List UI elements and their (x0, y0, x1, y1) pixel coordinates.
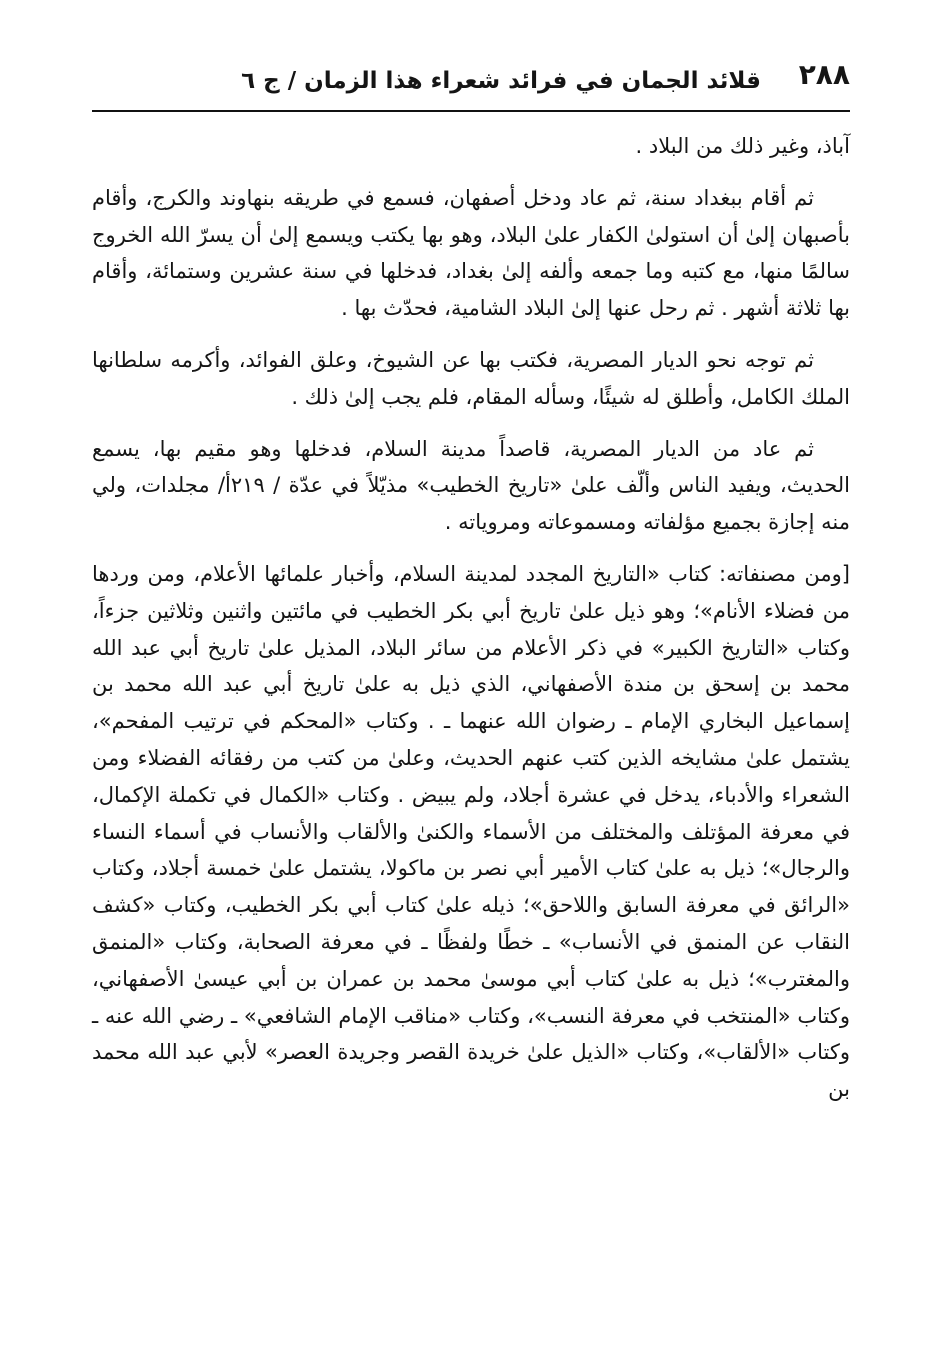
paragraph-egypt: ثم توجه نحو الديار المصرية، فكتب بها عن الشيوخ، وعلق الفوائد، وأكرمه سلطانها الملك الكامل، وأطلق له شيئًا، وسأله المقام، فلم يجب إلىٰ ذلك . (92, 347, 850, 409)
page-number: ٢٨٨ (798, 58, 850, 91)
page-header (92, 52, 850, 106)
paragraph-baghdad-isfahan: ثم أقام ببغداد سنة، ثم عاد ودخل أصفهان، فسمع في طريقه بنهاوند والكرج، وأقام بأصبهان إلىٰ أن استولىٰ الكفار علىٰ البلاد، وهو بها يكتب ويسمع إلىٰ أن يسرّ الله الخروج سالمًا منها، مع كتبه وما جمعه وألفه إلىٰ بغداد، فدخلها في سنة عشرين وستمائة، وأقام بها ثلاثة أشهر . ثم رحل عنها إلىٰ البلاد الشامية، فحدّث بها . (92, 185, 850, 321)
paragraph-return: ثم عاد من الديار المصرية، قاصداً مدينة السلام، فدخلها وهو مقيم بها، يسمع الحديث، ويفيد الناس وألّف علىٰ «تاريخ الخطيب» مذيّلاً في عدّة / ٢١٩أ/ مجلدات، ولي منه إجازة بجميع مؤلفاته ومسموعاته ومروياته . (92, 436, 850, 535)
header-rule (92, 110, 850, 112)
paragraph-works: [ومن مصنفاته: كتاب «التاريخ المجدد لمدينة السلام، وأخبار علمائها الأعلام، ومن وردها من فضلاء الأنام»؛ وهو ذيل علىٰ تاريخ أبي بكر الخطيب في مائتين واثنين وثلاثين جزءاً، وكتاب «التاريخ الكبير» في ذكر الأعلام من سائر البلاد، المذيل علىٰ تاريخ أبي عبد الله محمد بن إسحق بن مندة الأصفهاني، الذي ذيل به علىٰ تاريخ أبي عبد الله محمد بن إسماعيل البخاري الإمام ـ رضوان الله عنهما ـ . وكتاب «المحكم في ترتيب المفحم»، يشتمل علىٰ مشايخه الذين كتب عنهم الحديث، وعلىٰ من كتب من رفقائه الفضلاء ومن الشعراء والأدباء، يدخل في عشرة أجلاد، ولم يبيض . وكتاب «الكمال في تكملة الإكمال، في معرفة المؤتلف والمختلف من الأسماء والكنىٰ والألقاب والأنساب في أسماء النساء والرجال»؛ ذيل به علىٰ كتاب الأمير أبي نصر بن ماكولا، يشتمل علىٰ خمسة أجلاد، وكتاب «الرائق في معرفة السابق واللاحق»؛ ذيله علىٰ كتاب أبي بكر الخطيب، وكتاب «كشف النقاب عن المنمق في الأنساب» ـ خطًا ولفظًا ـ في معرفة الصحابة، وكتاب «المنمق والمغترب»؛ ذيل به علىٰ كتاب أبي موسىٰ محمد بن عمران بن أبي عيسىٰ الأصفهاني، وكتاب «المنتخب في معرفة النسب»، وكتاب «مناقب الإمام الشافعي» ـ رضي الله عنه ـ وكتاب «الألقاب»، وكتاب «الذيل علىٰ خريدة القصر وجريدة العصر» لأبي عبد الله محمد بن (92, 561, 850, 1102)
paragraph-continuation: آباذ، وغير ذلك من البلاد . (635, 134, 850, 158)
body-text (92, 128, 850, 1108)
running-title: قلائد الجمان في فرائد شعراء هذا الزمان / ج ٦ (241, 68, 761, 94)
